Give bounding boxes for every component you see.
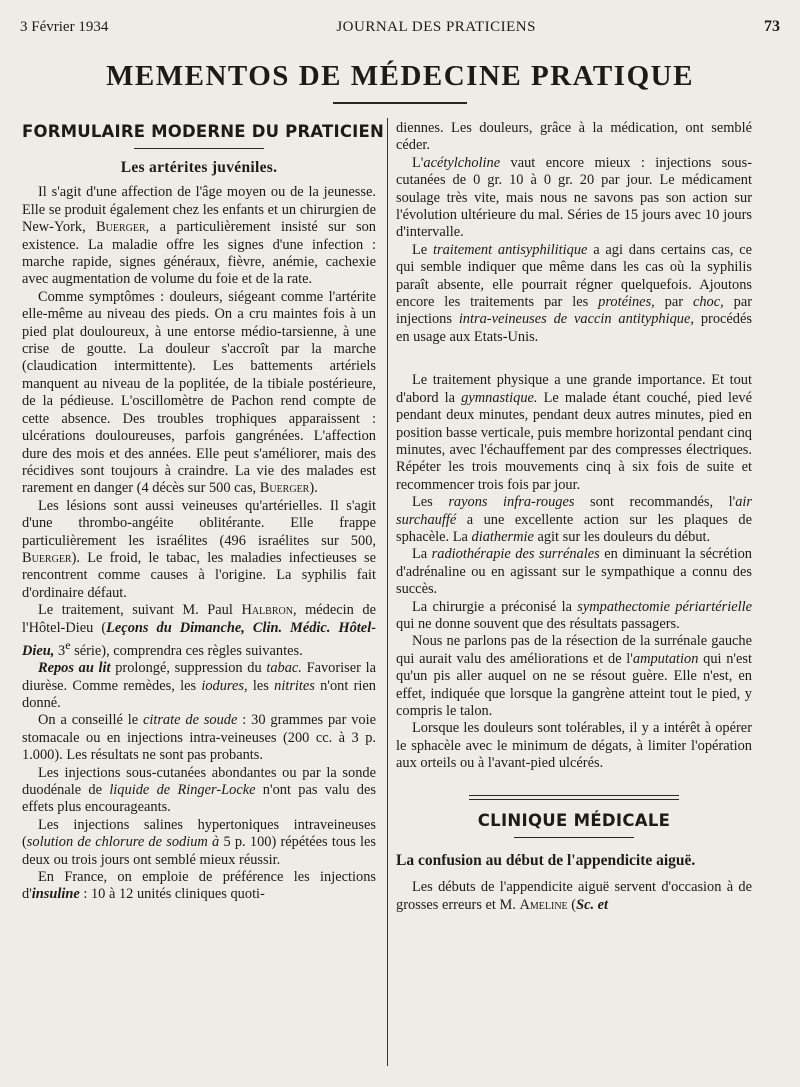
paragraph: En France, on emploie de préférence les injections d'insuline : 10 à 12 unités cliniques quoti-: [22, 869, 376, 903]
section-separator: [469, 795, 679, 800]
paragraph: Nous ne parlons pas de la résection de la surrénale gauche qui aurait valu des améliorations et de l'amputation qui n'est qu'un pis aller auquel on ne se résout guère. Elle n'est, en effet, indiquée que lorsque la gangrène atteint tout le pied, y compris le talon.: [396, 633, 752, 719]
paragraph: Les lésions sont aussi veineuses qu'artérielles. Il s'agit d'une thrombo-angéite oblitérante. Elle frappe particulièrement les israélites (496 israélites sur 500, Buerger). Le froid, le tabac, les maladies infectieuses se rencontrent comme causes à l'origine. La syphilis fait d'ordinaire défaut.: [22, 497, 376, 601]
left-column: [22, 120, 384, 904]
column-divider: [387, 118, 388, 1066]
paragraph: diennes. Les douleurs, grâce à la médication, ont semblé céder.: [396, 120, 752, 154]
article-title: Les artérites juvéniles.: [120, 159, 278, 176]
paragraph: La radiothérapie des surrénales en diminuant la sécrétion d'adrénaline ou en agissant sur le sympathique a connu des succès.: [396, 546, 752, 598]
paragraph: On a conseillé le citrate de soude : 30 grammes par voie stomacale ou en injections intra-veineuses (200 cc. à 3 p. 1.000). Les résultats ne sont pas probants.: [22, 712, 376, 764]
section-title: FORMULAIRE MODERNE DU PRATICIEN: [22, 122, 384, 141]
paragraph: L'acétylcholine vaut encore mieux : injections sous-cutanées de 0 gr. 10 à 0 gr. 20 par jour. Le médicament soulage très vite, mais nous ne savons pas son action sur l'évolution ultérieure du mal. Séries de 15 jours avec 10 jours d'intervalle.: [396, 154, 752, 241]
issue-date: 3 Février 1934: [20, 19, 109, 35]
journal-name: JOURNAL DES PRATICIENS: [336, 19, 536, 35]
paragraph: Les injections salines hypertoniques intraveineuses (solution de chlorure de sodium à 5 p. 100) répétées tous les deux ou trois jours ont semblé mieux réussir.: [22, 816, 377, 868]
paragraph: Lorsque les douleurs sont tolérables, il y a intérêt à opérer le sphacèle avec le minimum de dégats, à limiter l'opération aux orteils ou à l'avant-pied ulcérés.: [396, 720, 752, 772]
running-header: [20, 18, 780, 40]
section-rule: [134, 148, 264, 149]
paragraph: Les débuts de l'appendicite aiguë servent d'occasion à de grosses erreurs et M. Ameline (Sc. et: [396, 879, 752, 913]
right-column: [396, 120, 752, 914]
paragraph: Le traitement antisyphilitique a agi dans certains cas, ce qui semble indiquer que même dans les cas où la syphilis paraît absente, elle pourrait régner quelquefois. Ajoutons encore les traitements par les protéines, par choc, par injections intra-veineuses de vaccin antityphique, procédés en usage aux Etats-Unis.: [396, 241, 752, 345]
title-rule: [333, 102, 467, 104]
page-number: 73: [764, 18, 780, 35]
paragraph: Les rayons infra-rouges sont recommandés, l'air surchauffé a une excellente action sur les plaques de sphacèle. La diathermie agit sur les douleurs du début.: [396, 494, 752, 545]
paragraph: Le traitement, suivant M. Paul Halbron, médecin de l'Hôtel-Dieu (Leçons du Dimanche, Clin. Médic. Hôtel-Dieu, 3e série), comprendra ces règles suivantes.: [22, 602, 376, 659]
paragraph: Le traitement physique a une grande importance. Et tout d'abord la gymnastique. Le malade étant couché, pied levé pendant deux minutes, pendant deux autres minutes, pied en position basse verticale, puis membre horizontal pendant cinq minutes, avec l'échauffement par des compresses électriques. Répéter les trois mouvements cinq à six fois de suite et recommencer trois fois par jour.: [396, 372, 752, 493]
page-title: MEMENTOS DE MÉDECINE PRATIQUE: [106, 60, 694, 92]
section-rule: [514, 837, 634, 838]
paragraph: Comme symptômes : douleurs, siégeant comme l'artérite elle-même au niveau des pieds. On a cru maintes fois à un pied plat douloureux, à une entorse médio-tarsienne, à une crise de goutte. La douleur s'accroît par la marche (claudication intermittente). Les battements artériels manquent au niveau de la poplitée, de la tibiale postérieure, de la pédieuse. L'oscillomètre de Pachon rend compte de cette absence. Des troubles trophiques apparaissent : ulcérations douloureuses, parfois gangrénées. L'affection dure des mois et des années. Elle peut s'améliorer, mais des récidives sont toujours à craindre. La vie des malades est rarement en danger (4 décès sur 500 cas, Buerger).: [22, 288, 376, 497]
paragraph: Les injections sous-cutanées abondantes ou par la sonde duodénale de liquide de Ringer-Locke n'ont pas valu des effets plus encourageants.: [22, 764, 376, 816]
paragraph-gap: [396, 346, 752, 372]
paragraph: Il s'agit d'une affection de l'âge moyen ou de la jeunesse. Elle se produit également chez les enfants et un chirurgien de New-York, Buerger, a particulièrement insisté sur son existence. La maladie offre les signes d'une infection : marche rapide, signes généraux, fièvre, anémie, cachexie avec augmentation de volume du foie et de la rate.: [22, 184, 377, 288]
paragraph: La chirurgie a préconisé la sympathectomie périartérielle qui ne donne souvent que des résultats passagers.: [396, 598, 752, 632]
article-title: La confusion au début de l'appendicite aiguë.: [396, 852, 696, 870]
paragraph: Repos au lit prolongé, suppression du tabac. Favoriser la diurèse. Comme remèdes, les iodures, les nitrites n'ont rien donné.: [22, 660, 376, 711]
section-title: CLINIQUE MÉDICALE: [477, 810, 671, 830]
